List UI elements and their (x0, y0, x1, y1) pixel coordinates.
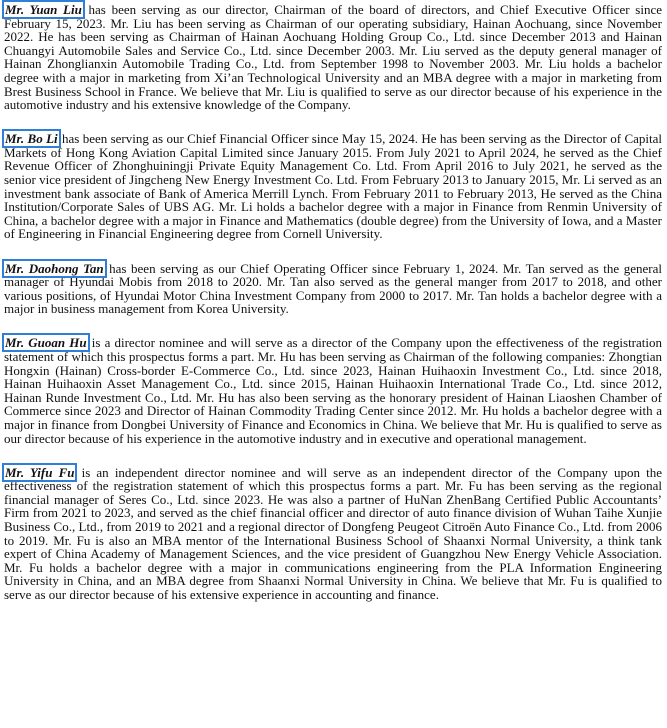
bio-name-highlight: Mr. Yuan Liu (5, 2, 82, 17)
bio-text: has been serving as our director, Chairman of the board of directors, and Chief Executive Officer since February 15, 2023. Mr. Liu has been serving as Chairman of our operating subsidiary, Hainan Aochuang, since November 2022. He has been serving as Chairman of Hainan Aochuang Holding Group Co., Ltd. since December 2013 and Hainan Chuangyi Automobile Sales and Service Co., Ltd. since December 2003. Mr. Liu served as the deputy general manager of Hainan Zhonglianxin Automobile Trading Co., Ltd. from September 1998 to November 2003. Mr. Liu holds a bachelor degree with a major in marketing from Xi’an Technological University and an MBA degree with a major in marketing from Brest Business School in France. We believe that Mr. Liu is qualified to serve as our director because of his experience in the automotive industry and his extensive knowledge of the Company. (4, 2, 663, 113)
bio-paragraph-yifu-fu (4, 466, 662, 602)
bio-name-highlight: Mr. Daohong Tan (5, 260, 104, 276)
bio-paragraph-guoan-hu (4, 336, 662, 445)
bio-paragraph-bo-li (4, 132, 662, 241)
bio-name-highlight: Mr. Bo Li (5, 131, 58, 147)
bio-name-highlight: Mr. Yifu Fu (5, 464, 75, 480)
bio-name-highlight: Mr. Guoan Hu (5, 335, 87, 351)
bio-text: is a director nominee and will serve as a director of the Company upon the effectiveness of the registration statement of which this prospectus forms a part. Mr. Hu has been serving as Chairman of the following companies: Zhongtian Hongxin (Hainan) Cross-border E-Commerce Co., Ltd. since 2023, Hainan Huihaoxin Investment Co., Ltd. since 2018, Hainan Huihaoxin Asset Management Co., Ltd. since 2015, Hainan Huihaoxin International Trade Co., Ltd. since 2012, Hainan Runde Investment Co., Ltd. Mr. Hu has also been serving as the honorary president of Hainan Liaoshen Chamber of Commerce since 2023 and Director of Hainan Commodity Trading Center since 2012. Mr. Hu holds a bachelor degree with a major in finance from Dongbei University of Finance and Economics in China. We believe that Mr. Hu is qualified to serve as our director because of his experience in the automotive industry and in executive and operational management. (4, 335, 663, 446)
bio-paragraph-daohong-tan (4, 262, 662, 316)
management-bios-document (4, 3, 662, 622)
bio-text: has been serving as our Chief Financial Officer since May 15, 2024. He has been serving as the Director of Capital Markets of Hong Kong Aviation Capital Limited since January 2015. From July 2021 to April 2024, he served as the Chief Revenue Officer of Zhonghuiningji Private Equity Management Co. Ltd. From April 2016 to July 2021, he served as the senior vice president of Jingcheng New Energy Investment Co. Ltd. From February 2013 to January 2015, Mr. Li served as an investment bank associate of Bank of America Merrill Lynch. From February 2011 to February 2013, He served as the China Institution/Corporate Sales of UBS AG. Mr. Li holds a bachelor degree with a major in Finance from Renmin University of China, a bachelor degree with a major in Finance and Mathematics (double degree) from the University of Iowa, and a Master of Engineering in Financial Engineering degree from Cornell University. (4, 131, 662, 242)
bio-paragraph-yuan-liu (4, 3, 662, 112)
bio-text: is an independent director nominee and will serve as an independent director of the Company upon the effectiveness of the registration statement of which this prospectus forms a part. Mr. Fu has been serving as the regional financial manager of Seres Co., Ltd. since 2023. He was also a partner of HuNan ZhenBang Certified Public Accountants’ Firm from 2021 to 2023, and served as the chief financial officer and director of auto finance division of Wuhan Taihe Xunjie Business Co., Ltd., from 2019 to 2021 and a regional director of Dongfeng Peugeot Citroën Auto Finance Co., Ltd. from 2006 to 2019. Mr. Fu is also an MBA mentor of the International Business School of Shaanxi Normal University, a think tank expert of China Academy of Management Sciences, and the vice president of Guangzhou New Energy Vehicle Association. Mr. Fu holds a bachelor degree with a major in communications engineering from the PLA Information Engineering University in China, and an MBA degree from Shaanxi Normal University in China. We believe that Mr. Fu is qualified to serve as our director because of his extensive experience in accounting and finance. (4, 464, 662, 602)
bio-text: has been serving as our Chief Operating Officer since February 1, 2024. Mr. Tan served as the general manager of Hyundai Mobis from 2018 to 2020. Mr. Tan also served as the general manger from 2017 to 2018, and other various positions, of Hyundai Motor China Investment Company from 2000 to 2017. Mr. Tan holds a bachelor degree with a major in business management from Korea University. (4, 260, 662, 317)
